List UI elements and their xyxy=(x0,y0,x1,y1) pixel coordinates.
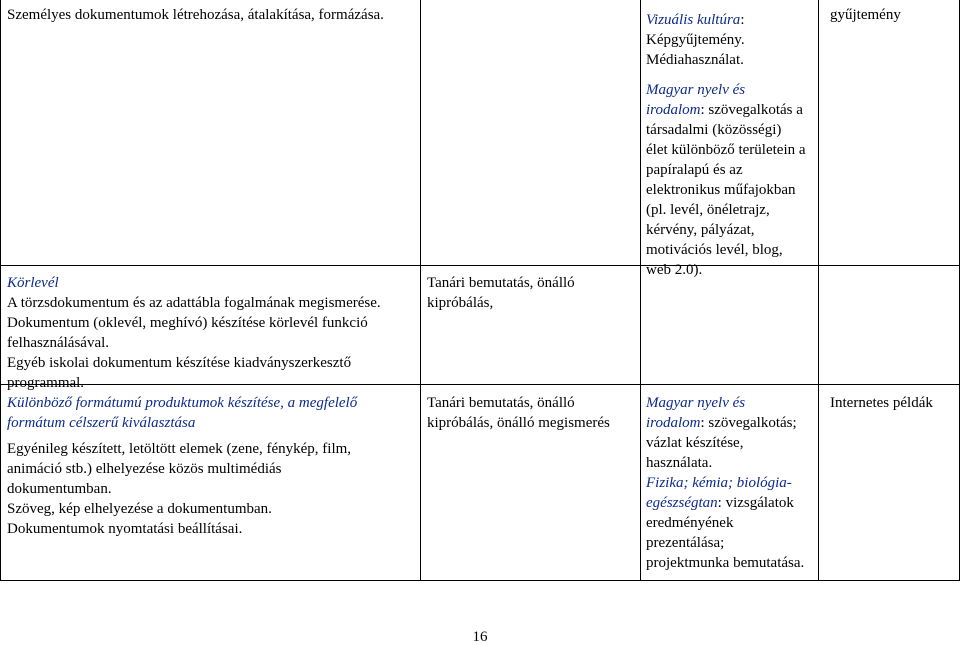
row3-topic-line: Dokumentumok nyomtatási beállításai. xyxy=(7,521,243,537)
connection-line: : szövegalkotás; xyxy=(700,415,797,431)
table-border-bottom xyxy=(0,580,960,581)
connection-line: Képgyűjtemény. xyxy=(646,32,745,48)
page-number: 16 xyxy=(472,629,488,645)
row3-topic-line: animáció stb.) elhelyezése közös multimédiás xyxy=(7,461,282,477)
connection-line: élet különböző területein a xyxy=(646,142,806,158)
row3-topic-line: Egyénileg készített, letöltött elemek (zene, fénykép, film, xyxy=(7,441,352,457)
row3-topic-line: Szöveg, kép elhelyezése a dokumentumban. xyxy=(7,501,272,517)
subject-label-egeszsegtan: egészségtan xyxy=(646,495,718,511)
row2-topic-line: A törzsdokumentum és az adattábla fogalmának megismerése. xyxy=(7,295,381,311)
connection-line: prezentálása; xyxy=(646,535,725,551)
connection-line: (pl. levél, önéletrajz, xyxy=(646,202,770,218)
row3-topic-title: Különböző formátumú produktumok készítése, a megfelelő xyxy=(7,395,358,411)
connection-line: : vizsgálatok xyxy=(717,495,794,511)
column-divider-1 xyxy=(420,0,421,581)
connection-line: papíralapú és az xyxy=(646,162,743,178)
row2-topic-line: Dokumentum (oklevél, meghívó) készítése körlevél funkció xyxy=(7,315,368,331)
connection-line: web 2.0). xyxy=(646,262,703,278)
row3-note-cell xyxy=(830,393,958,413)
connection-line: projektmunka bemutatása. xyxy=(646,555,805,571)
row3-connections-cell xyxy=(646,393,816,573)
row-divider-1 xyxy=(0,265,960,266)
connection-line: motivációs levél, blog, xyxy=(646,242,783,258)
connection-line: elektronikus műfajokban xyxy=(646,182,796,198)
row2-method-line: Tanári bemutatás, önálló xyxy=(427,275,575,291)
connection-line: használata. xyxy=(646,455,713,471)
row2-topic-cell xyxy=(7,273,417,393)
row3-method-cell xyxy=(427,393,637,433)
table-border-left xyxy=(0,0,1,581)
row3-topic-cell xyxy=(7,393,417,539)
subject-label-science: Fizika; kémia; biológia- xyxy=(646,475,792,491)
row2-method-line: kipróbálás, xyxy=(427,295,494,311)
subject-label-magyar: Magyar nyelv és xyxy=(646,82,746,98)
column-divider-3 xyxy=(818,0,819,581)
row2-topic-line: Egyéb iskolai dokumentum készítése kiadványszerkesztő xyxy=(7,355,352,371)
connection-line: kérvény, pályázat, xyxy=(646,222,755,238)
connection-line: : szövegalkotás a xyxy=(700,102,803,118)
subject-label-irodalom: irodalom xyxy=(646,415,701,431)
row2-topic-line: programmal. xyxy=(7,375,85,391)
row2-method-cell xyxy=(427,273,637,313)
subject-label-irodalom: irodalom xyxy=(646,102,701,118)
subject-colon: : xyxy=(740,12,745,28)
row3-note-text: Internetes példák xyxy=(830,395,933,411)
row1-topic-cell xyxy=(7,5,417,25)
connection-line: vázlat készítése, xyxy=(646,435,744,451)
row1-note-cell xyxy=(830,5,955,25)
subject-label-magyar: Magyar nyelv és xyxy=(646,395,746,411)
row3-topic-line: dokumentumban. xyxy=(7,481,112,497)
subject-label-vizualis: Vizuális kultúra xyxy=(646,12,741,28)
row3-topic-title: formátum célszerű kiválasztása xyxy=(7,415,196,431)
row2-topic-line: felhasználásával. xyxy=(7,335,110,351)
row1-topic-text: Személyes dokumentumok létrehozása, átalakítása, formázása. xyxy=(7,7,384,23)
connection-line: társadalmi (közösségi) xyxy=(646,122,782,138)
connection-line: eredményének xyxy=(646,515,734,531)
column-divider-2 xyxy=(640,0,641,581)
row3-method-line: Tanári bemutatás, önálló xyxy=(427,395,575,411)
row1-connections-cell xyxy=(646,10,816,280)
row1-note-text: gyűjtemény xyxy=(830,7,901,23)
connection-line: Médiahasználat. xyxy=(646,52,744,68)
row2-topic-title: Körlevél xyxy=(7,275,59,291)
row3-method-line: kipróbálás, önálló megismerés xyxy=(427,415,610,431)
